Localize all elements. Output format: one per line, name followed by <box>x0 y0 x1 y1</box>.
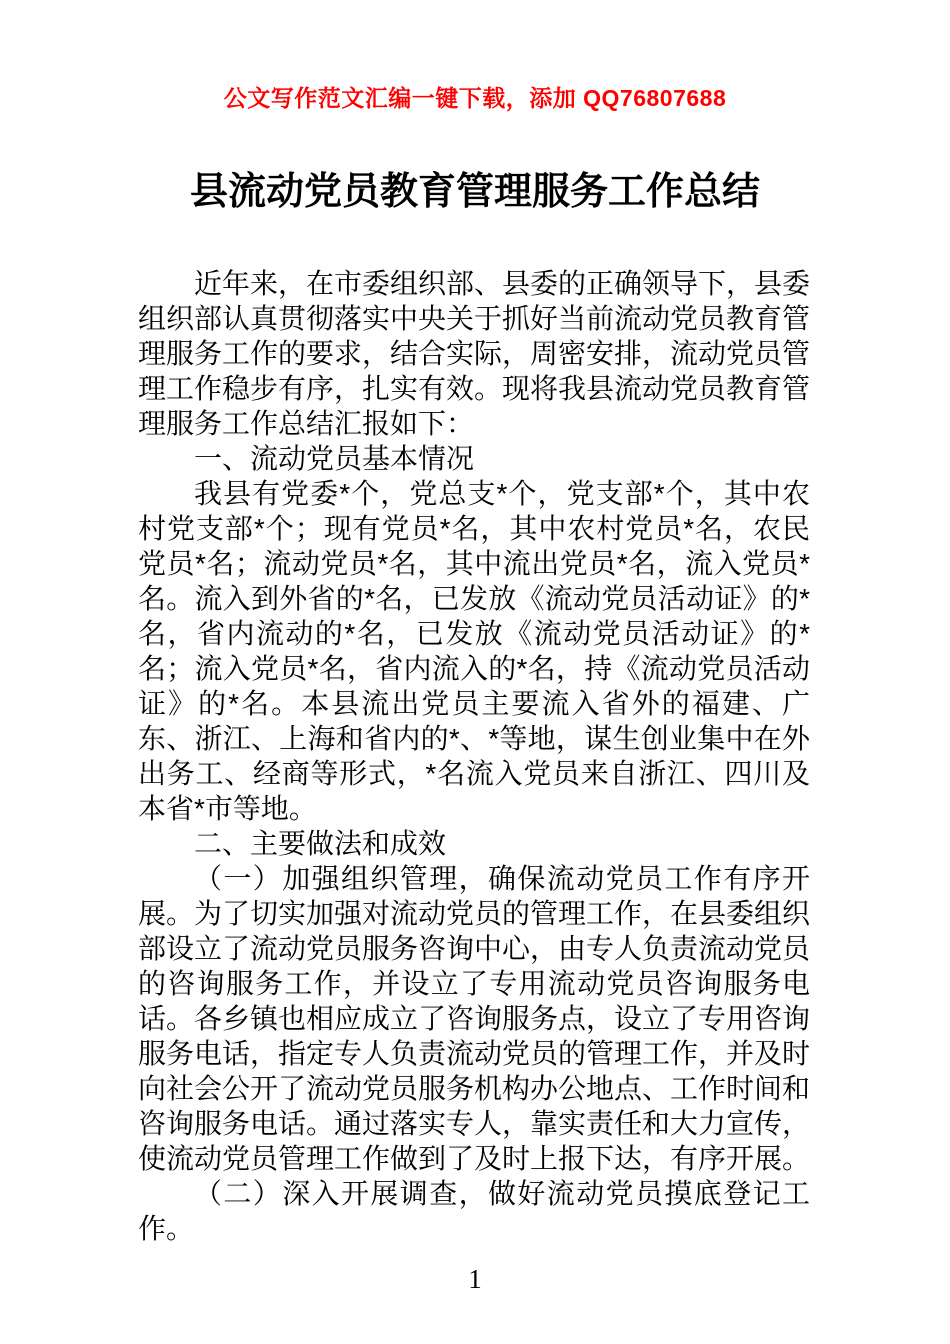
paragraph-intro: 近年来，在市委组织部、县委的正确领导下，县委组织部认真贯彻落实中央关于抓好当前流动党员教育管理服务工作的要求，结合实际，周密安排，流动党员管理工作稳步有序，扎实有效。现将我县流动党员教育管理服务工作总结汇报如下： <box>138 268 811 439</box>
header-notice: 公文写作范文汇编一键下载，添加 QQ76807688 <box>223 85 727 111</box>
paragraph-measure-1: （一）加强组织管理，确保流动党员工作有序开展。为了切实加强对流动党员的管理工作，在县委组织部设立了流动党员服务咨询中心，由专人负责流动党员的咨询服务工作，并设立了专用流动党员咨询服务电话。各乡镇也相应成立了咨询服务点，设立了专用咨询服务电话，指定专人负责流动党员的管理工作，并及时向社会公开了流动党员服务机构办公地点、工作时间和咨询服务电话。通过落实专人，靠实责任和大力宣传，使流动党员管理工作做到了及时上报下达，有序开展。 <box>138 863 811 1174</box>
document-body <box>138 266 810 1246</box>
page-number: 1 <box>468 1264 482 1294</box>
paragraph-measure-2: （二）深入开展调查，做好流动党员摸底登记工作。 <box>138 1178 810 1244</box>
section-heading-2: 二、主要做法和成效 <box>194 828 447 859</box>
paragraph-basic-situation: 我县有党委*个，党总支*个，党支部*个，其中农村党支部*个；现有党员*名，其中农村党员*名，农民党员*名；流动党员*名，其中流出党员*名，流入党员*名。流入到外省的*名，已发放《流动党员活动证》的*名，省内流动的*名，已发放《流动党员活动证》的*名；流入党员*名，省内流入的*名，持《流动党员活动证》的*名。本县流出党员主要流入省外的福建、广东、浙江、上海和省内的*、*等地，谋生创业集中在外出务工、经商等形式，*名流入党员来自浙江、四川及本省*市等地。 <box>138 478 810 824</box>
section-heading-1: 一、流动党员基本情况 <box>194 443 475 474</box>
page-title: 县流动党员教育管理服务工作总结 <box>189 171 760 213</box>
